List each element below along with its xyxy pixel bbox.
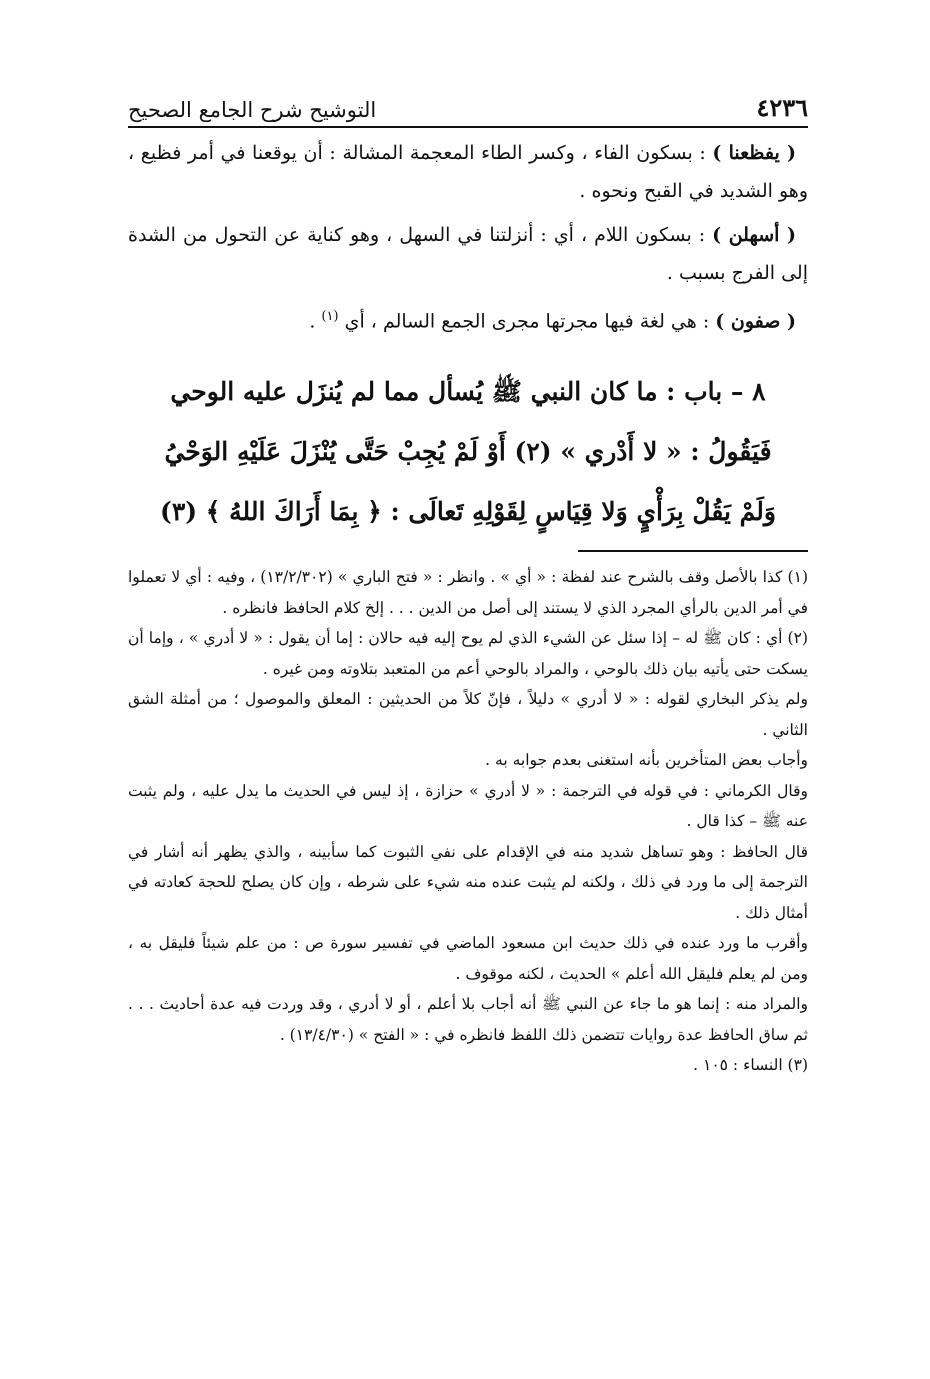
header-rule	[128, 126, 808, 128]
gloss-paragraph	[128, 134, 808, 210]
footnote-paragraph: قال الحافظ : وهو تساهل شديد منه في الإقدام على نفي الثبوت كما سأبينه ، والذي يظهر أنه أشار في الترجمة إلى ما ورد في ذلك ، ولكنه لم يثبت عنده منه شيء على شرطه ، وإن كان يصلح للحجة كعادته في أمثال ذلك .	[128, 842, 808, 922]
gloss-paragraph	[128, 216, 808, 292]
footnote-ref: (١)	[321, 309, 339, 324]
footnote-rule	[578, 550, 808, 552]
footnote: (٣) النساء : ١٠٥ .	[693, 1056, 808, 1075]
gloss-term: ( يفظعنا )	[712, 142, 796, 164]
footnote: (١) كذا بالأصل وقف بالشرح عند لفظة : « أي » . وانظر : « فتح الباري » (١٣/٢/٣٠٢) ، وفيه : أي لا تعملوا في أمر الدين بالرأي المجرد الذي لا يستند إلى أصل من الدين . . . إلخ كلام الحافظ فانظره .	[128, 568, 808, 617]
gloss-term: ( أسهلن )	[712, 224, 796, 246]
footnote-paragraph: والمراد منه : إنما هو ما جاء عن النبي ﷺ أنه أجاب بلا أعلم ، أو لا أدري ، وقد وردت فيه عدة أحاديث . . . ثم ساق الحافظ عدة روايات تتضمن ذلك اللفظ فانظره في : « الفتح » (١٣/٤/٣٠) .	[128, 995, 808, 1044]
chapter-line: وَلَمْ يَقُلْ بِرَأْيٍ وَلا قِيَاسٍ لِقَوْلِهِ تَعالَى : ﴿ بِمَا أَرَاكَ اللهُ ﴾ (٣)	[159, 497, 776, 527]
chapter-line: ٨ – باب : ما كان النبي ﷺ يُسأل مما لم يُنزَل عليه الوحي	[170, 377, 766, 407]
chapter-line: فَيَقُولُ : « لا أَدْري » (٢) أَوْ لَمْ يُجِبْ حَتَّى يُنْزَلَ عَلَيْهِ الوَحْيُ	[164, 437, 772, 467]
gloss-text: : بسكون اللام ، أي : أنزلتنا في السهل ، وهو كناية عن التحول من الشدة إلى الفرج بسبب .	[128, 224, 808, 284]
chapter-heading	[128, 362, 808, 542]
footnote-paragraph: وأجاب بعض المتأخرين بأنه استغنى بعدم جوابه به .	[485, 751, 808, 770]
footnote-paragraph: وأقرب ما ورد عنده في ذلك حديث ابن مسعود الماضي في تفسير سورة ص : من علم شيئاً فليقل به ، ومن لم يعلم فليقل الله أعلم » الحديث ، لكنه موقوف .	[128, 934, 808, 983]
gloss-term: ( صفون )	[715, 310, 796, 333]
running-title: التوشيح شرح الجامع الصحيح	[128, 98, 377, 122]
footnote: (٢) أي : كان ﷺ له – إذا سئل عن الشيء الذي لم يوح إليه فيه حالان : إما أن يقول : « لا أدري » ، وإما أن يسكت حتى يأتيه بيان ذلك بالوحي ، والمراد بالوحي أعم من المتعبد بتلاوته ومن غيره .	[128, 629, 808, 678]
gloss-text: : هي لغة فيها مجرتها مجرى الجمع السالم ، أي	[344, 310, 716, 333]
footnote-paragraph: ولم يذكر البخاري لقوله : « لا أدري » دليلاً ، فإنّ كلاً من الحديثين : المعلق والموصول ؛ من أمثلة الشق الثاني .	[128, 690, 808, 739]
gloss-text: .	[309, 310, 322, 333]
gloss-text: : بسكون الفاء ، وكسر الطاء المعجمة المشالة : أن يوقعنا في أمر فظيع ، وهو الشديد في القبح ونحوه .	[128, 142, 808, 202]
book-page	[128, 80, 808, 1081]
footnote-paragraph: وقال الكرماني : في قوله في الترجمة : « لا أدري » حزازة ، إذ ليس في الحديث ما يدل عليه ، ولم يثبت عنه ﷺ – كذا قال .	[128, 781, 808, 831]
page-number: ٤٢٣٦	[756, 93, 808, 122]
footnotes	[128, 562, 808, 1081]
page-header	[128, 80, 808, 122]
gloss-paragraph	[128, 298, 808, 340]
